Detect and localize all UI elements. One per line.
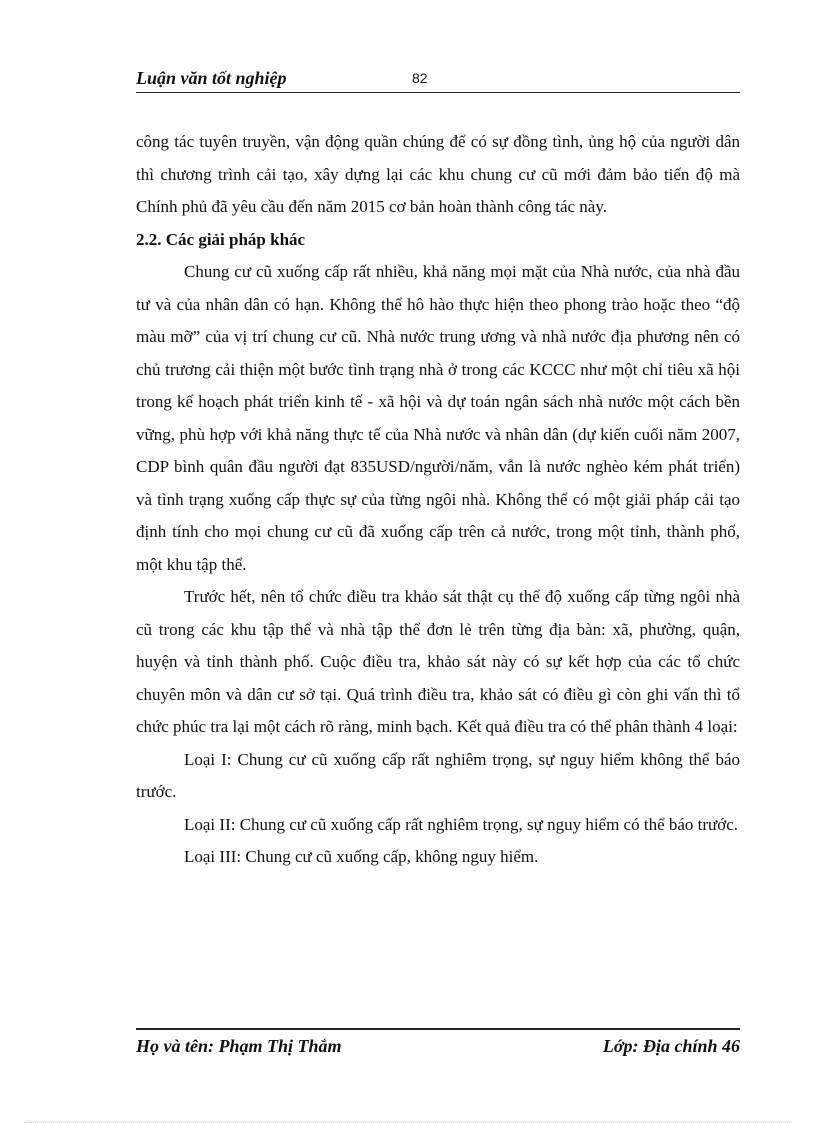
paragraph-continuation: công tác tuyên truyền, vận động quần chúng để có sự đồng tình, ủng hộ của người dân thì chương trình cải tạo, xây dựng lại các khu chung cư cũ mới đảm bảo tiến độ mà Chính phủ đã yêu cầu đến năm 2015 cơ bản hoàn thành công tác này. bbox=[136, 132, 740, 216]
page-number: 82 bbox=[412, 70, 428, 86]
header-title: Luận văn tốt nghiệp bbox=[136, 68, 287, 88]
page-footer bbox=[136, 1028, 740, 1058]
list-item-paragraph: Loại III: Chung cư cũ xuống cấp, không nguy hiểm. bbox=[184, 847, 539, 866]
page-header bbox=[136, 68, 740, 93]
author-class: Lớp: Địa chính 46 bbox=[602, 1036, 740, 1056]
document-body bbox=[136, 126, 740, 874]
list-item-paragraph: Loại II: Chung cư cũ xuống cấp rất nghiêm trọng, sự nguy hiểm có thể báo trước. bbox=[184, 814, 739, 834]
paragraph: Chung cư cũ xuống cấp rất nhiều, khả năng mọi mặt của Nhà nước, của nhà đầu tư và của nhân dân có hạn. Không thể hô hào thực hiện theo phong trào hoặc theo “độ màu mỡ” của vị trí chung cư cũ. Nhà nước trung ương và nhà nước địa phương nên có chủ trương cải thiện một bước tình trạng nhà ở trong các KCCC như một chỉ tiêu xã hội trong kế hoạch phát triển kinh tế - xã hội và dự toán ngân sách nhà nước một cách bền vững, phù hợp với khả năng thực tế của Nhà nước và nhân dân (dự kiến cuối năm 2007, CDP bình quân đầu người đạt 835USD/người/năm, vẫn là nước nghèo kém phát triển) và tình trạng xuống cấp thực sự của từng ngôi nhà. Không thể có một giải pháp cải tạo định tính cho mọi chung cư cũ đã xuống cấp trên cả nước, trong một tỉnh, thành phố, một khu tập thể. bbox=[136, 262, 740, 574]
author-name: Họ và tên: Phạm Thị Thắm bbox=[136, 1036, 342, 1056]
section-heading: 2.2. Các giải pháp khác bbox=[136, 229, 306, 249]
paragraph: Trước hết, nên tổ chức điều tra khảo sát thật cụ thể độ xuống cấp từng ngôi nhà cũ trong các khu tập thể và nhà tập thể đơn lẻ trên từng địa bàn: xã, phường, quận, huyện và tỉnh thành phố. Cuộc điều tra, khảo sát này có sự kết hợp của các tổ chức chuyên môn và dân cư sở tại. Quá trình điều tra, khảo sát có điều gì còn ghi vấn thì tổ chức phúc tra lại một cách rõ ràng, minh bạch. Kết quả điều tra có thể phân thành 4 loại: bbox=[136, 587, 740, 736]
list-item-paragraph: Loại I: Chung cư cũ xuống cấp rất nghiêm trọng, sự nguy hiểm không thể báo trước. bbox=[136, 749, 740, 801]
